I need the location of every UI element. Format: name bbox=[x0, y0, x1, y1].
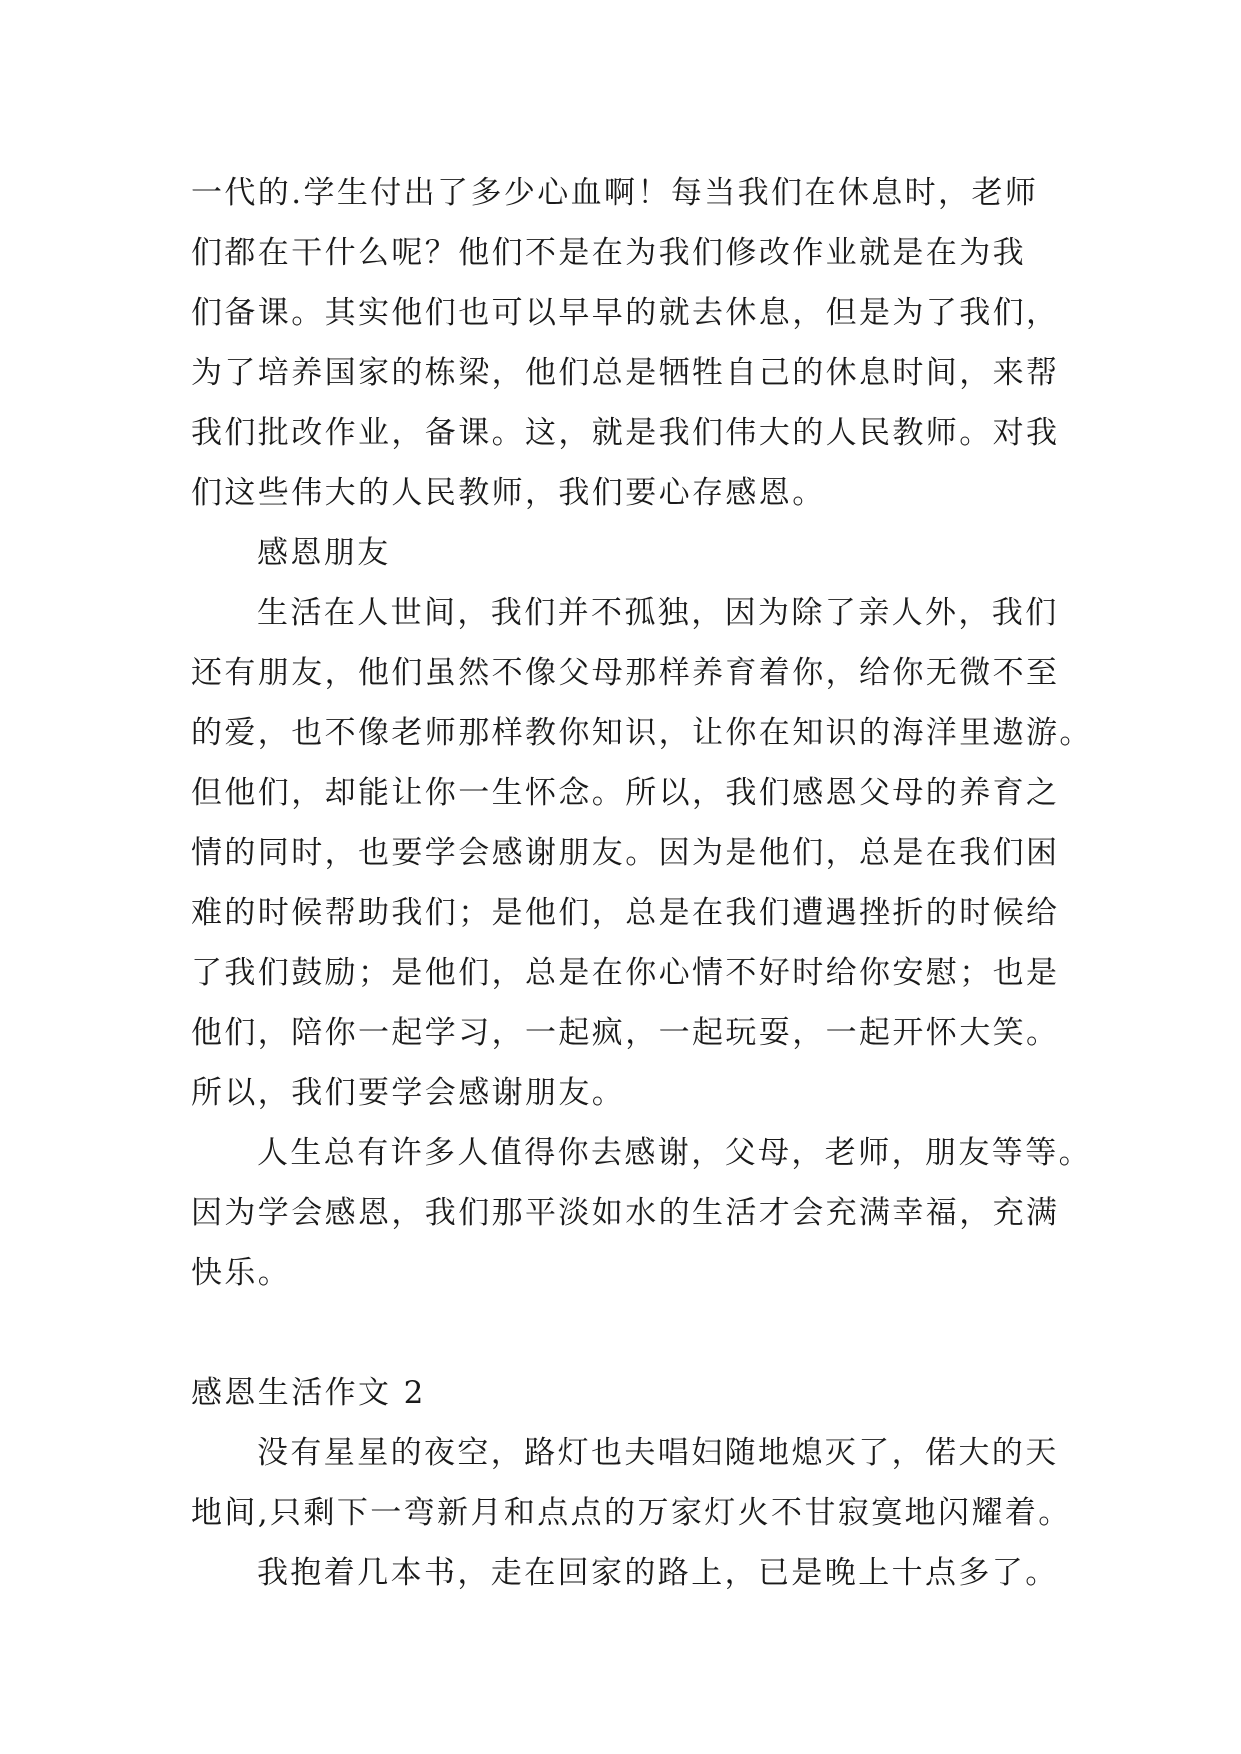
paragraph-line: 情的同时，也要学会感谢朋友。因为是他们，总是在我们困 bbox=[191, 835, 1060, 871]
paragraph-line: 还有朋友，他们虽然不像父母那样养育着你，给你无微不至 bbox=[191, 655, 1060, 691]
paragraph-line: 没有星星的夜空，路灯也夫唱妇随地熄灭了，偌大的天 bbox=[257, 1435, 1059, 1471]
paragraph-line: 难的时候帮助我们；是他们，总是在我们遭遇挫折的时候给 bbox=[191, 895, 1060, 931]
paragraph-line: 一代的.学生付出了多少心血啊！每当我们在休息时，老师 bbox=[191, 175, 1039, 211]
paragraph-line: 人生总有许多人值得你去感谢，父母，老师，朋友等等。 bbox=[257, 1135, 1092, 1171]
paragraph-line: 们都在干什么呢？他们不是在为我们修改作业就是在为我 bbox=[191, 235, 1026, 271]
body-text bbox=[191, 163, 1093, 1603]
paragraph-line: 们备课。其实他们也可以早早的就去休息，但是为了我们， bbox=[191, 295, 1060, 331]
paragraph-line: 我们批改作业，备课。这，就是我们伟大的人民教师。对我 bbox=[191, 415, 1060, 451]
paragraph-line: 因为学会感恩，我们那平淡如水的生活才会充满幸福，充满 bbox=[191, 1195, 1060, 1231]
blank-line bbox=[191, 1303, 1071, 1363]
paragraph-line: 们这些伟大的人民教师，我们要心存感恩。 bbox=[191, 475, 826, 511]
section-heading: 感恩朋友 bbox=[257, 535, 391, 571]
essay-title: 感恩生活作文 2 bbox=[191, 1375, 426, 1411]
paragraph-line: 的爱，也不像老师那样教你知识，让你在知识的海洋里遨游。 bbox=[191, 715, 1093, 751]
paragraph-line: 但他们，却能让你一生怀念。所以，我们感恩父母的养育之 bbox=[191, 775, 1060, 811]
paragraph-line: 所以，我们要学会感谢朋友。 bbox=[191, 1075, 626, 1111]
paragraph-line: 了我们鼓励；是他们，总是在你心情不好时给你安慰；也是 bbox=[191, 955, 1060, 991]
paragraph-line: 生活在人世间，我们并不孤独，因为除了亲人外，我们 bbox=[257, 595, 1059, 631]
paragraph-line: 他们，陪你一起学习，一起疯，一起玩耍，一起开怀大笑。 bbox=[191, 1015, 1060, 1051]
paragraph-line: 快乐。 bbox=[191, 1255, 292, 1291]
paragraph-line: 我抱着几本书，走在回家的路上，已是晚上十点多了。 bbox=[257, 1555, 1059, 1591]
paragraph-line: 地间,只剩下一弯新月和点点的万家灯火不甘寂寞地闪耀着。 bbox=[191, 1495, 1072, 1531]
paragraph-line: 为了培养国家的栋梁，他们总是牺牲自己的休息时间，来帮 bbox=[191, 355, 1060, 391]
